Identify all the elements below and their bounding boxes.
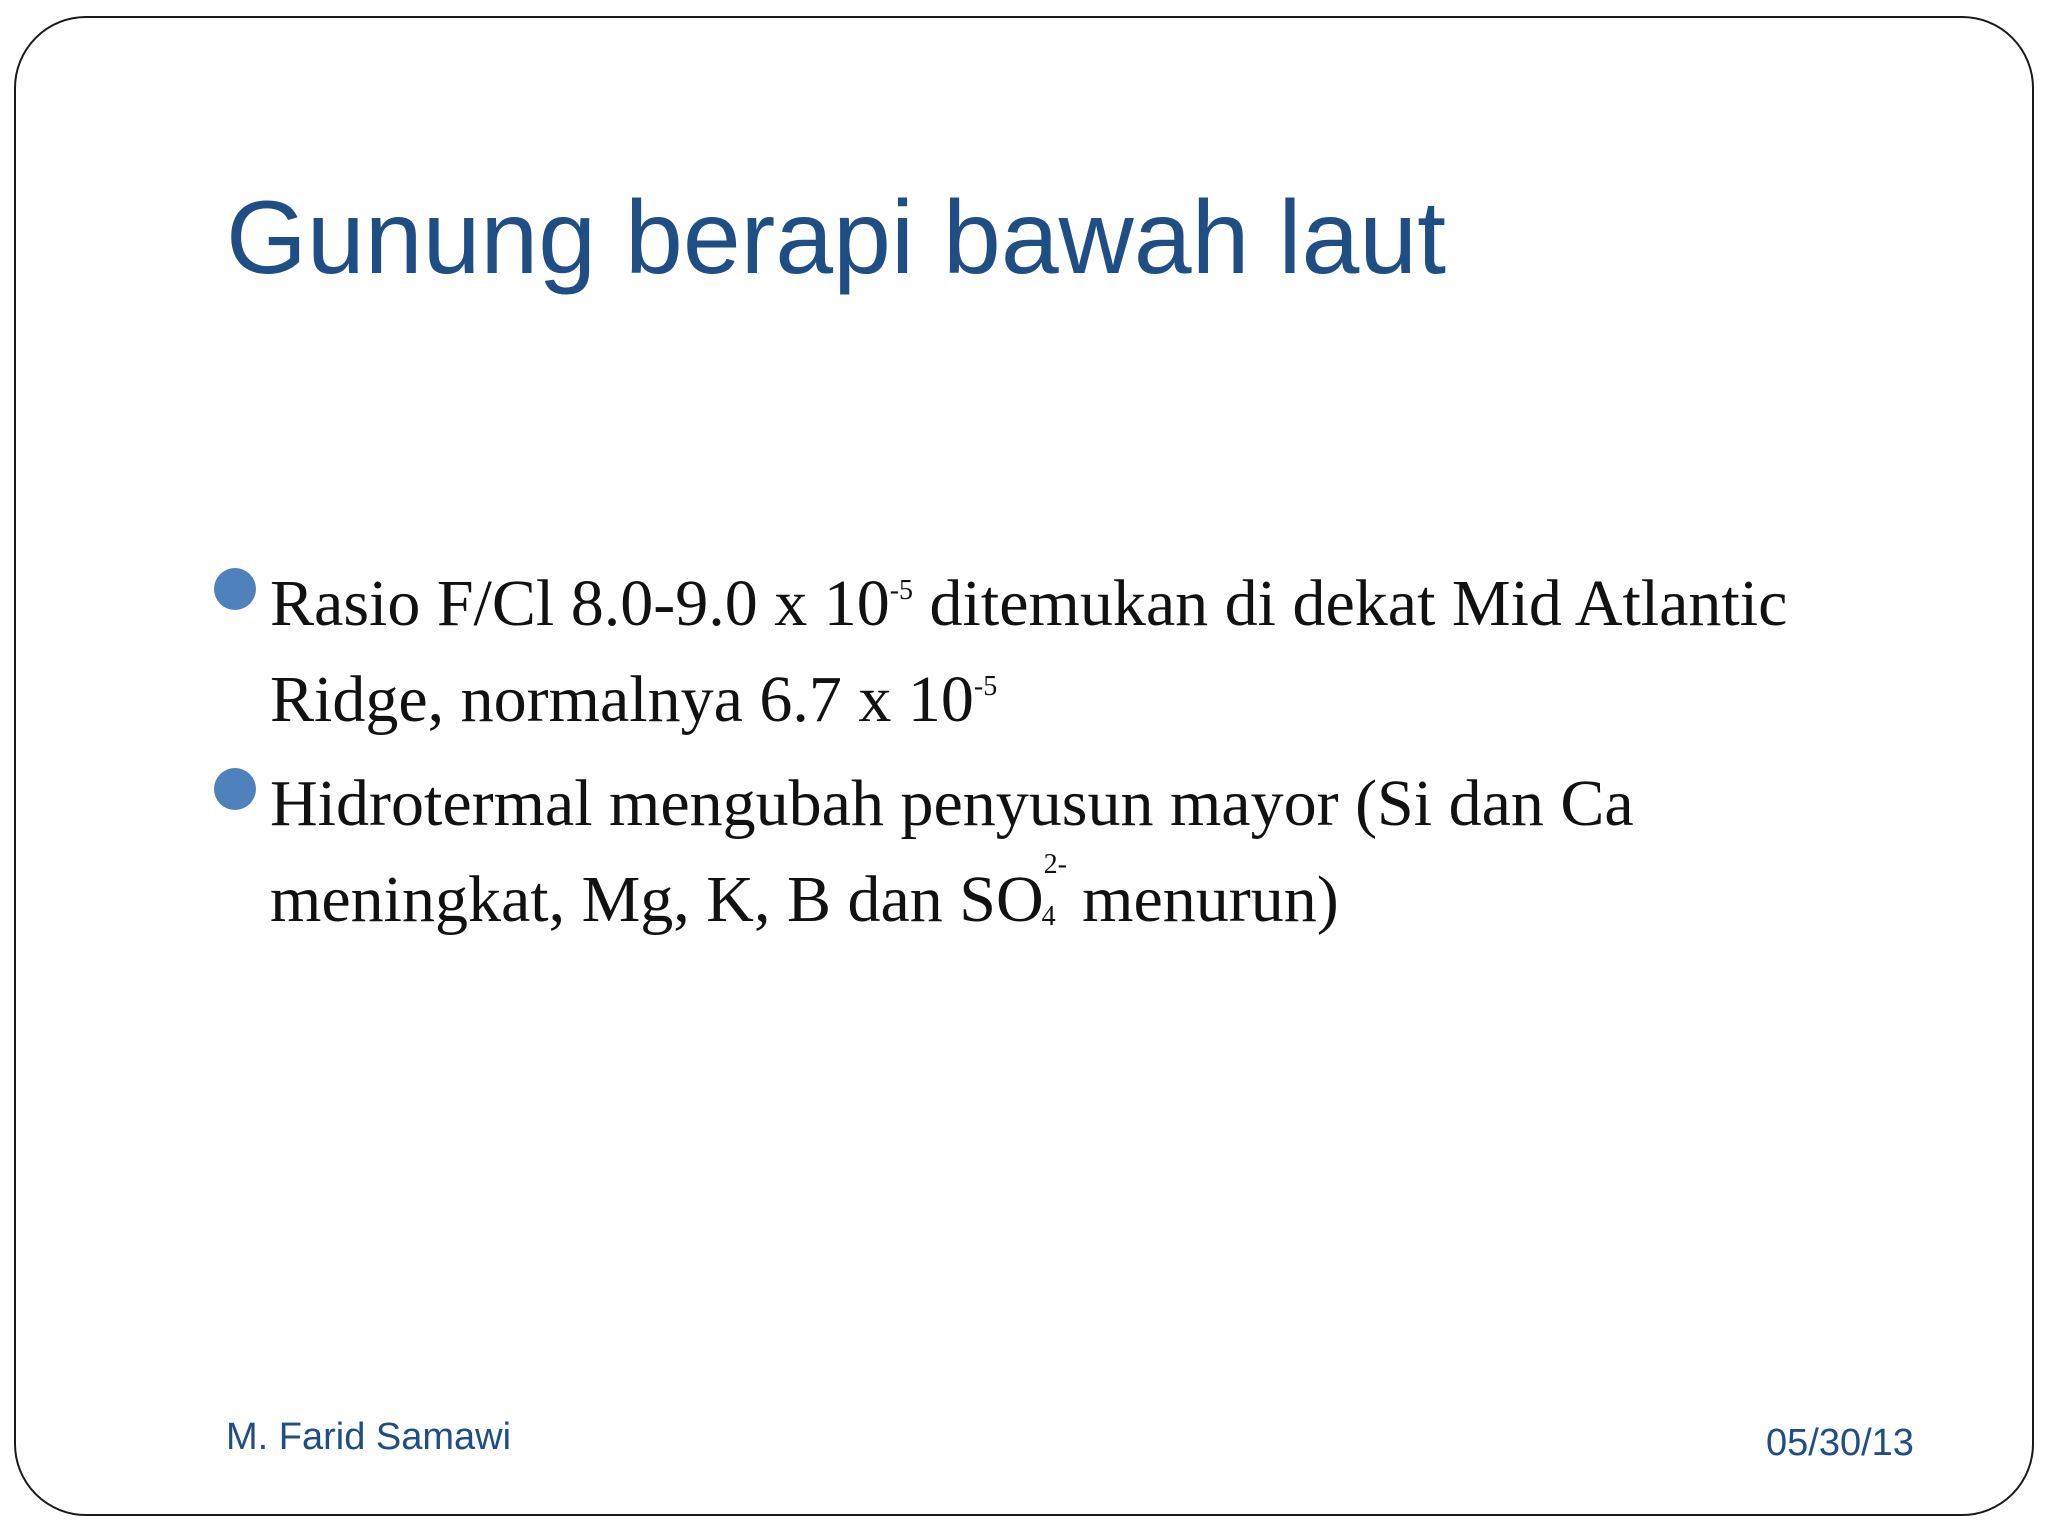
bullet-text-segment: ditemukan di dekat Mid Atlantic xyxy=(913,567,1788,640)
bullet-line xyxy=(270,652,1990,748)
bullet-text-segment: meningkat, Mg, K, B dan SO xyxy=(270,863,1044,936)
bullet-dot-icon xyxy=(214,768,256,810)
superscript: -5 xyxy=(973,671,998,702)
sulfate-charge xyxy=(1041,849,1067,932)
bullet-text-segment: Hidrotermal mengubah penyusun mayor (Si dan Ca xyxy=(270,767,1634,840)
footer-date: 05/30/13 xyxy=(1766,1422,1914,1464)
superscript: -5 xyxy=(889,575,914,606)
bullet-dot-icon xyxy=(214,568,256,610)
bullet-text-segment: Ridge, normalnya 6.7 x 10 xyxy=(270,663,974,736)
bullet-item-hydrothermal xyxy=(210,756,1990,948)
superscript: 2- xyxy=(1043,849,1067,880)
bullet-text-segment: menurun) xyxy=(1065,863,1339,936)
bullet-line xyxy=(270,849,1990,948)
bullet-item-fcl-ratio xyxy=(210,556,1990,748)
bullet-text-segment: Rasio F/Cl 8.0-9.0 x 10 xyxy=(270,567,890,640)
bullet-line xyxy=(270,556,1990,652)
footer-author: M. Farid Samawi xyxy=(226,1416,512,1458)
slide-title: Gunung berapi bawah laut xyxy=(226,180,1447,296)
bullet-line xyxy=(270,756,1990,852)
subscript: 4 xyxy=(1041,901,1056,932)
bullet-list xyxy=(210,556,1990,956)
